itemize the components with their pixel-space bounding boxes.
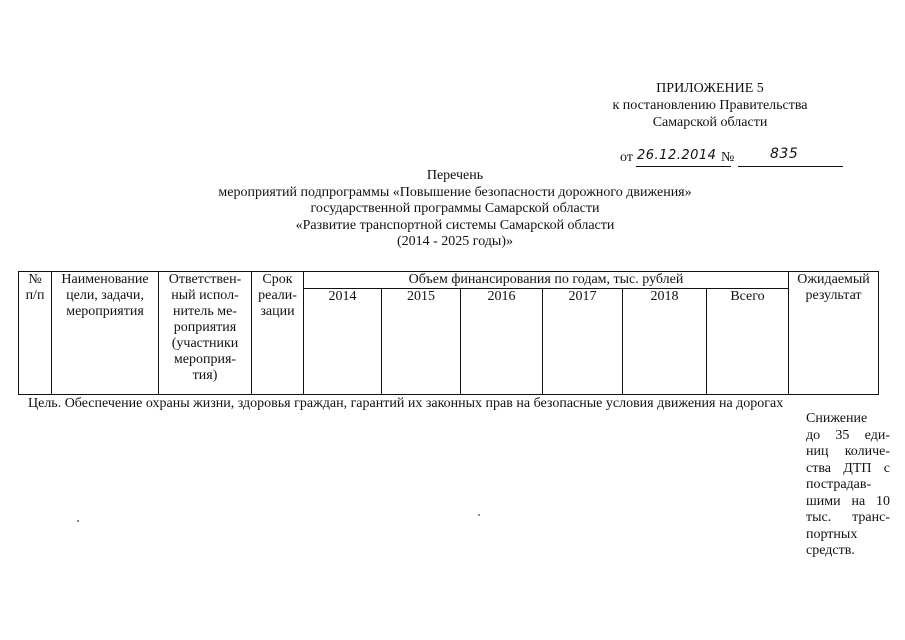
appendix-line-decree: к постановлению Правительства — [612, 98, 808, 113]
expected-result — [806, 411, 890, 560]
result-line: шими на 10 — [806, 493, 890, 509]
result-line: Снижение — [806, 411, 868, 426]
year-cell-2014: 2014 — [304, 289, 382, 395]
header-cell-name: Наименование цели, задачи, мероприятия — [52, 272, 159, 395]
measures-table — [18, 271, 879, 395]
header-cell-term: Срок реали- зации — [252, 272, 304, 395]
decree-date-number-row — [620, 146, 845, 169]
header-cell-executor: Ответствен- ный испол- нитель ме- роприятия (участники мероприя- тия) — [159, 272, 252, 395]
title-line-2: мероприятий подпрограммы «Повышение безопасности дорожного движения» — [218, 184, 692, 200]
appendix-line-region: Самарской области — [652, 115, 768, 130]
result-line: портных — [806, 526, 858, 542]
date-underline — [636, 166, 731, 167]
result-line: средств. — [806, 543, 855, 558]
year-cell-2018: 2018 — [623, 289, 707, 395]
result-line: тыс. транс- — [806, 510, 890, 525]
year-cell-2015: 2015 — [382, 289, 461, 395]
header-cell-funding: Объем финансирования по годам, тыс. рублей — [304, 272, 789, 289]
scan-speck — [478, 514, 480, 516]
title-line-5: (2014 - 2025 годы)» — [396, 234, 513, 249]
number-handwritten: 835 — [770, 146, 799, 162]
number-underline — [738, 166, 843, 167]
date-prefix: от — [620, 150, 633, 165]
year-cell-2016: 2016 — [461, 289, 543, 395]
header-cell-number: № п/п — [19, 272, 52, 395]
year-cell-2017: 2017 — [543, 289, 623, 395]
scan-speck — [77, 520, 79, 522]
result-line: пострадав- — [806, 477, 872, 492]
appendix-block — [600, 80, 820, 131]
result-line: до 35 еди- — [806, 427, 890, 443]
date-handwritten: 26.12.2014 — [637, 148, 717, 163]
title-line-1: Перечень — [426, 168, 484, 183]
result-line: ниц количе- — [806, 444, 890, 459]
number-prefix: № — [721, 150, 735, 165]
year-cell-total: Всего — [707, 289, 789, 395]
document-title — [150, 168, 760, 251]
appendix-title: ПРИЛОЖЕНИЕ 5 — [656, 81, 764, 96]
header-cell-result: Ожидаемый результат — [789, 272, 879, 395]
result-line: ства ДТП с — [806, 460, 890, 476]
goal-text: Цель. Обеспечение охраны жизни, здоровья граждан, гарантий их законных прав на безопасные условия движения на дорогах — [28, 396, 784, 411]
title-line-3: государственной программы Самарской области — [310, 201, 600, 216]
title-line-4: «Развитие транспортной системы Самарской области — [295, 217, 615, 233]
